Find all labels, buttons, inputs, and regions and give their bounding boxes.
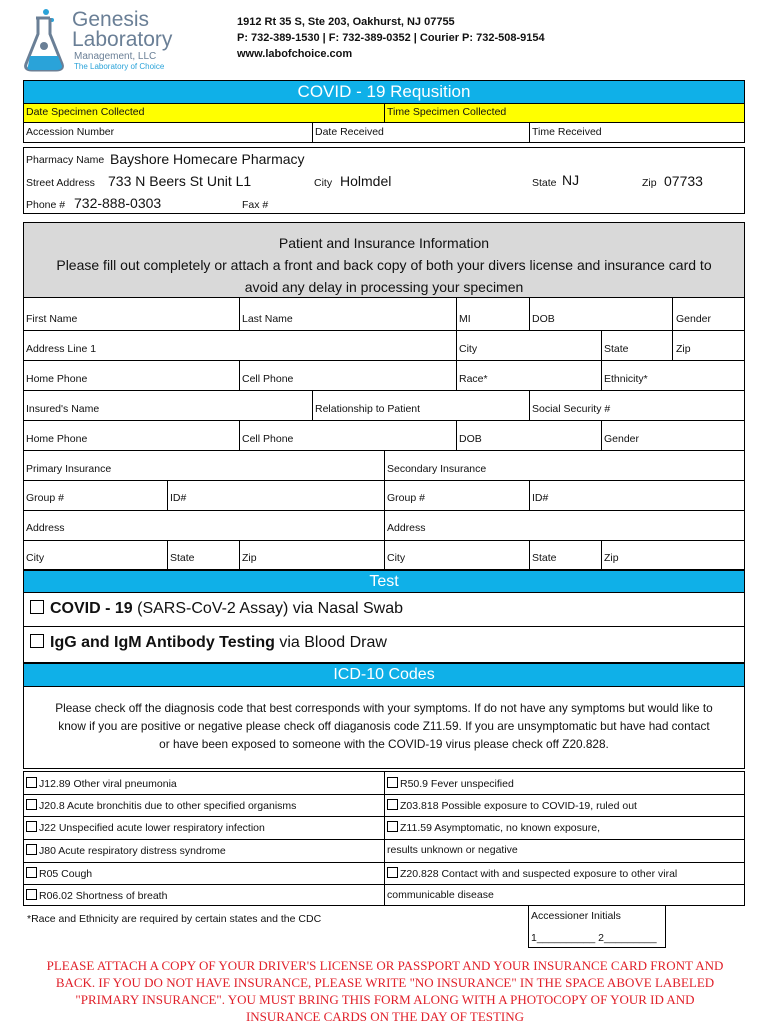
icd-r05[interactable]: R05 Cough — [26, 867, 92, 880]
logo-line3: Management, LLC — [74, 51, 157, 62]
patient-header-title: Patient and Insurance Information — [278, 235, 490, 251]
pharmacy-section — [23, 147, 745, 214]
first-name-field[interactable]: First Name — [26, 313, 78, 325]
city-label: City — [314, 177, 333, 189]
state-field[interactable]: NJ — [562, 172, 580, 188]
insured-name-field[interactable]: Insured's Name — [26, 403, 100, 415]
date-collected-label: Date Specimen Collected — [26, 106, 145, 118]
icd-instr-line2: know if you are positive or negative please check off diaganosis code Z11.59. If you are unsymptomatic but have had contact — [58, 719, 710, 733]
address-b-field[interactable]: Address — [387, 522, 426, 534]
logo-line1: Genesis — [72, 8, 150, 31]
zip-a-field[interactable]: Zip — [242, 552, 257, 564]
address1-field[interactable]: Address Line 1 — [26, 343, 97, 355]
icd-j20-8[interactable]: J20.8 Acute bronchitis due to other specified organisms — [26, 799, 296, 812]
insured-dob-field[interactable]: DOB — [459, 433, 482, 445]
city-a-field[interactable]: City — [26, 552, 45, 564]
secondary-insurance-field[interactable]: Secondary Insurance — [387, 463, 487, 475]
mi-field[interactable]: MI — [459, 313, 471, 325]
patient-header-line2: Please fill out completely or attach a front and back copy of both your divers license and insurance card to — [56, 257, 712, 273]
checkbox-icon[interactable] — [26, 867, 37, 878]
cell-phone-field[interactable]: Cell Phone — [242, 373, 294, 385]
patient-header — [23, 222, 745, 298]
icd-r06-02[interactable]: R06.02 Shortness of breath — [26, 889, 167, 902]
icd-instructions — [23, 687, 745, 769]
logo-tagline: The Laboratory of Choice — [74, 62, 165, 71]
city-field-patient[interactable]: City — [459, 343, 478, 355]
patient-grid — [23, 298, 745, 570]
accessioner-label: Accessioner Initials — [531, 910, 621, 922]
insured-home-phone-field[interactable]: Home Phone — [26, 433, 88, 445]
zip-label: Zip — [642, 177, 657, 189]
city-b-field[interactable]: City — [387, 552, 406, 564]
flask-icon — [22, 8, 66, 72]
icd-instr-line1: Please check off the diagnosis code that best corresponds with your symptoms. If do not have any symptoms but would like to — [55, 701, 713, 715]
icd-j80[interactable]: J80 Acute respiratory distress syndrome — [26, 844, 226, 857]
time-received-label: Time Received — [532, 126, 602, 138]
id2-field[interactable]: ID# — [532, 492, 549, 504]
form-title: COVID - 19 Requsition — [23, 80, 745, 104]
notice-line1: PLEASE ATTACH A COPY OF YOUR DRIVER'S LICENSE OR PASSPORT AND YOUR INSURANCE CARD FRONT AND — [46, 958, 724, 973]
accessioner-initials-field[interactable]: 1__________ 2_________ — [531, 932, 657, 944]
icd-z11-59-cont: results unknown or negative — [387, 844, 518, 856]
zip-field[interactable]: 07733 — [664, 173, 703, 189]
checkbox-icon[interactable] — [387, 777, 398, 788]
covid-test-option[interactable]: COVID - 19 (SARS-CoV-2 Assay) via Nasal Swab — [30, 600, 403, 618]
icd-j22[interactable]: J22 Unspecified acute lower respiratory infection — [26, 821, 265, 834]
checkbox-icon[interactable] — [26, 844, 37, 855]
accessioner-box — [528, 905, 666, 948]
zip-field-patient[interactable]: Zip — [676, 343, 691, 355]
checkbox-icon[interactable] — [26, 889, 37, 900]
home-phone-field[interactable]: Home Phone — [26, 373, 88, 385]
icd-z20-828[interactable]: Z20.828 Contact with and suspected exposure to other viral — [387, 867, 677, 880]
icd-z11-59[interactable]: Z11.59 Asymptomatic, no known exposure, — [387, 821, 600, 834]
time-collected-label: Time Specimen Collected — [387, 106, 507, 118]
checkbox-icon[interactable] — [387, 799, 398, 810]
checkbox-icon[interactable] — [30, 600, 44, 614]
accession-label: Accession Number — [26, 126, 115, 138]
checkbox-icon[interactable] — [26, 821, 37, 832]
checkbox-icon[interactable] — [30, 634, 44, 648]
pharmacy-name-label: Pharmacy Name — [26, 154, 105, 166]
contact-website: www.labofchoice.com — [237, 48, 353, 60]
insured-cell-phone-field[interactable]: Cell Phone — [242, 433, 294, 445]
contact-phones: P: 732-389-1530 | F: 732-389-0352 | Courier P: 732-508-9154 — [237, 32, 545, 44]
notice-line3: "PRIMARY INSURANCE". YOU MUST BRING THIS FORM ALONG WITH A PHOTOCOPY OF YOUR ID AND — [75, 992, 695, 1007]
test-section — [23, 593, 745, 663]
icd-codes — [23, 771, 745, 906]
checkbox-icon[interactable] — [387, 867, 398, 878]
checkbox-icon[interactable] — [26, 799, 37, 810]
ssn-field[interactable]: Social Security # — [532, 403, 611, 415]
city-field[interactable]: Holmdel — [340, 173, 392, 189]
icd-z20-828-cont: communicable disease — [387, 889, 494, 901]
icd-z03-818[interactable]: Z03.818 Possible exposure to COVID-19, ruled out — [387, 799, 637, 812]
contact-info — [237, 14, 545, 62]
antibody-test-option[interactable]: IgG and IgM Antibody Testing via Blood Draw — [30, 634, 387, 652]
gender-field[interactable]: Gender — [676, 313, 712, 325]
icd-r50-9[interactable]: R50.9 Fever unspecified — [387, 777, 514, 790]
icd-title: ICD-10 Codes — [23, 663, 745, 687]
fax-label: Fax # — [242, 199, 269, 211]
logo-line2: Laboratory — [72, 28, 173, 51]
address-a-field[interactable]: Address — [26, 522, 65, 534]
id1-field[interactable]: ID# — [170, 492, 187, 504]
notice-line4: INSURANCE CARDS ON THE DAY OF TESTING — [245, 1009, 525, 1024]
phone-field[interactable]: 732-888-0303 — [74, 195, 162, 211]
street-label: Street Address — [26, 177, 95, 189]
relationship-field[interactable]: Relationship to Patient — [315, 403, 421, 415]
notice-line2: BACK. IF YOU DO NOT HAVE INSURANCE, PLEASE WRITE "NO INSURANCE" IN THE SPACE ABOVE LABELED — [55, 975, 715, 990]
group2-field[interactable]: Group # — [387, 492, 425, 504]
icd-j12-89[interactable]: J12.89 Other viral pneumonia — [26, 777, 177, 790]
race-field[interactable]: Race* — [459, 373, 488, 385]
pharmacy-name-field[interactable]: Bayshore Homecare Pharmacy — [110, 151, 305, 167]
icd-instr-line3: or have been exposed to someone with the COVID-19 virus please check off Z20.828. — [159, 737, 609, 751]
checkbox-icon[interactable] — [26, 777, 37, 788]
logo — [22, 6, 182, 72]
dob-field[interactable]: DOB — [532, 313, 555, 325]
state-a-field[interactable]: State — [170, 552, 195, 564]
primary-insurance-field[interactable]: Primary Insurance — [26, 463, 112, 475]
contact-address: 1912 Rt 35 S, Ste 203, Oakhurst, NJ 07755 — [237, 16, 455, 28]
phone-label: Phone # — [26, 199, 66, 211]
patient-header-line3: avoid any delay in processing your specimen — [244, 279, 524, 295]
street-field[interactable]: 733 N Beers St Unit L1 — [108, 173, 252, 189]
specimen-section — [23, 103, 745, 143]
insured-gender-field[interactable]: Gender — [604, 433, 640, 445]
notice — [10, 957, 760, 1025]
date-received-label: Date Received — [315, 126, 384, 138]
race-note: *Race and Ethnicity are required by certain states and the CDC — [27, 913, 322, 925]
ethnicity-field[interactable]: Ethnicity* — [604, 373, 648, 385]
last-name-field[interactable]: Last Name — [242, 313, 293, 325]
state-label: State — [532, 177, 557, 189]
state-field-patient[interactable]: State — [604, 343, 629, 355]
checkbox-icon[interactable] — [387, 821, 398, 832]
test-title: Test — [23, 570, 745, 593]
zip-b-field[interactable]: Zip — [604, 552, 619, 564]
state-b-field[interactable]: State — [532, 552, 557, 564]
group1-field[interactable]: Group # — [26, 492, 64, 504]
